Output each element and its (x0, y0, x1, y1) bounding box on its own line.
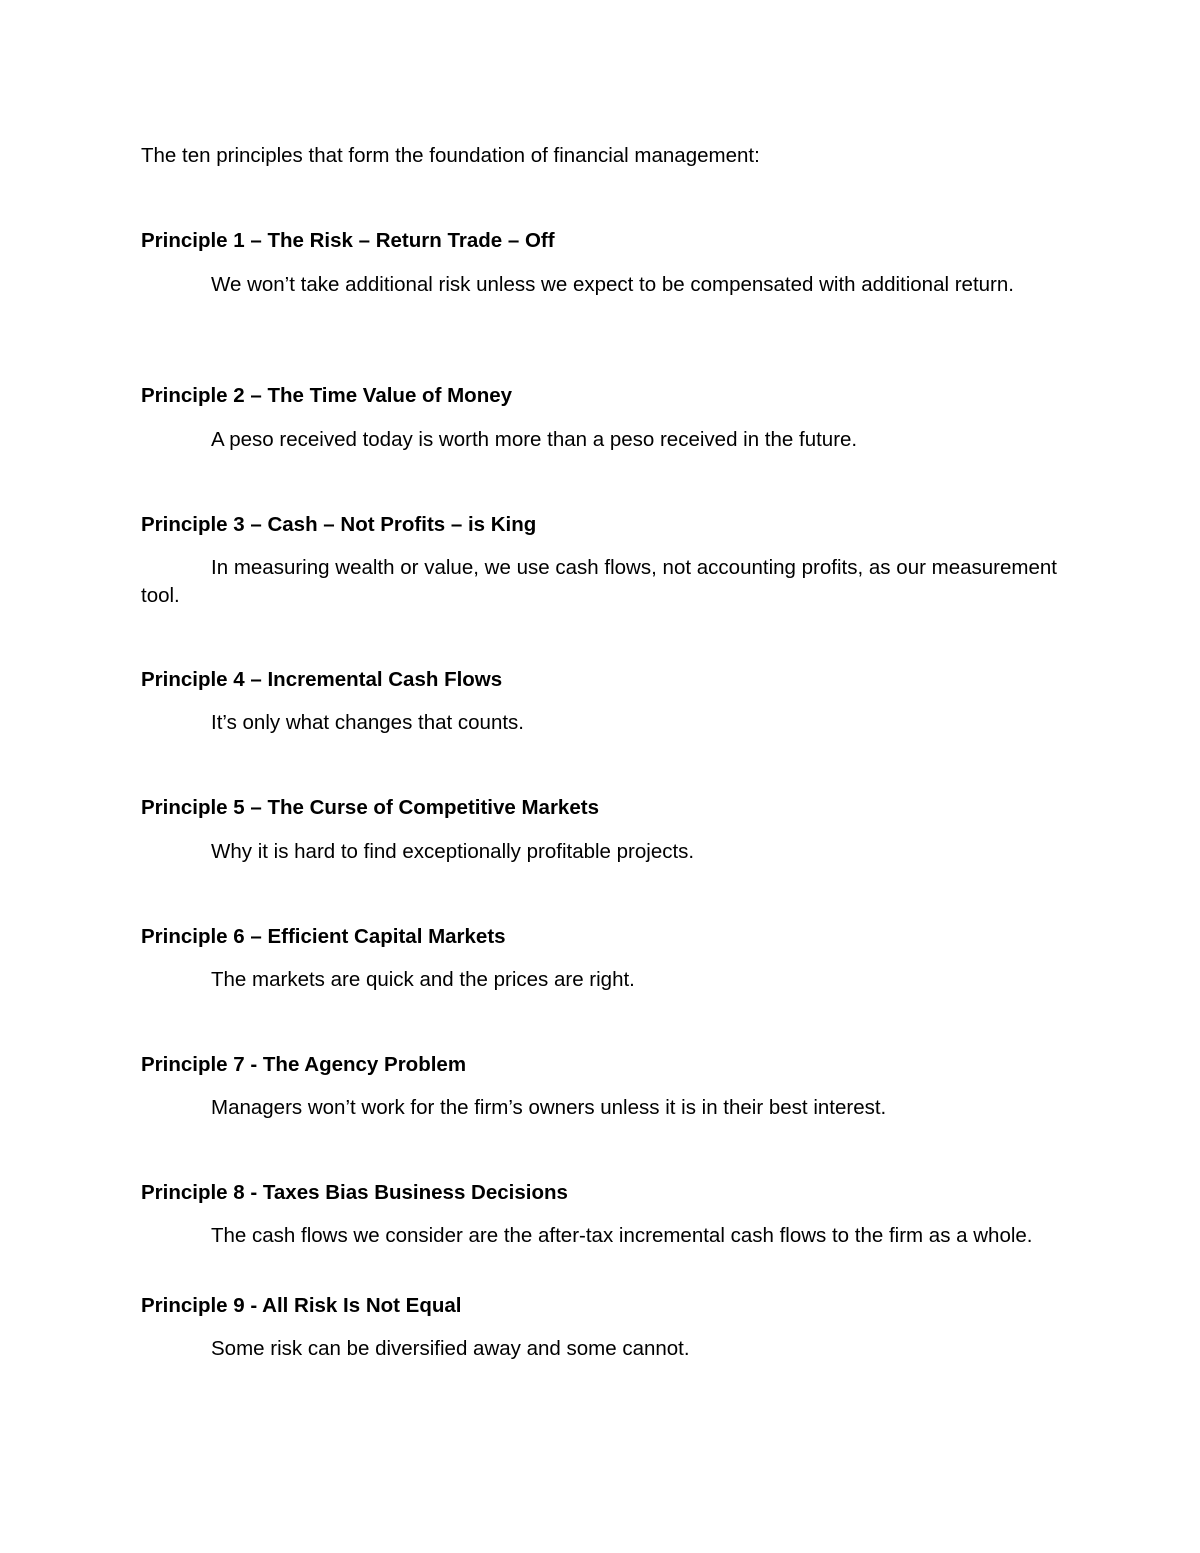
intro-text: The ten principles that form the foundation of financial management: (141, 144, 760, 167)
principle-2-text: A peso received today is worth more than a peso received in the future. (211, 428, 858, 451)
principle-1-text: We won’t take additional risk unless we expect to be compensated with additional return. (211, 273, 1014, 296)
principle-8-heading: Principle 8 - Taxes Bias Business Decisions (141, 1181, 568, 1204)
principle-3-text: In measuring wealth or value, we use cash flows, not accounting profits, as our measurement tool. (141, 556, 1057, 607)
principle-5-text: Why it is hard to find exceptionally profitable projects. (211, 840, 695, 863)
principle-5-heading: Principle 5 – The Curse of Competitive Markets (141, 796, 599, 819)
principle-6-text: The markets are quick and the prices are right. (211, 968, 635, 991)
principle-4-heading: Principle 4 – Incremental Cash Flows (141, 668, 503, 691)
principle-7-text: Managers won’t work for the firm’s owners unless it is in their best interest. (211, 1096, 887, 1119)
principle-8-text: The cash flows we consider are the after-tax incremental cash flows to the firm as a whole. (211, 1224, 1033, 1247)
principle-3-heading: Principle 3 – Cash – Not Profits – is King (141, 513, 537, 536)
principle-2-heading: Principle 2 – The Time Value of Money (141, 384, 513, 407)
principle-6-heading: Principle 6 – Efficient Capital Markets (141, 925, 506, 948)
principle-4-text: It’s only what changes that counts. (211, 711, 525, 734)
principle-9-text: Some risk can be diversified away and some cannot. (211, 1337, 690, 1360)
principle-7-heading: Principle 7 - The Agency Problem (141, 1053, 467, 1076)
principle-1-heading: Principle 1 – The Risk – Return Trade – Off (141, 229, 555, 252)
principle-9-heading: Principle 9 - All Risk Is Not Equal (141, 1294, 462, 1317)
